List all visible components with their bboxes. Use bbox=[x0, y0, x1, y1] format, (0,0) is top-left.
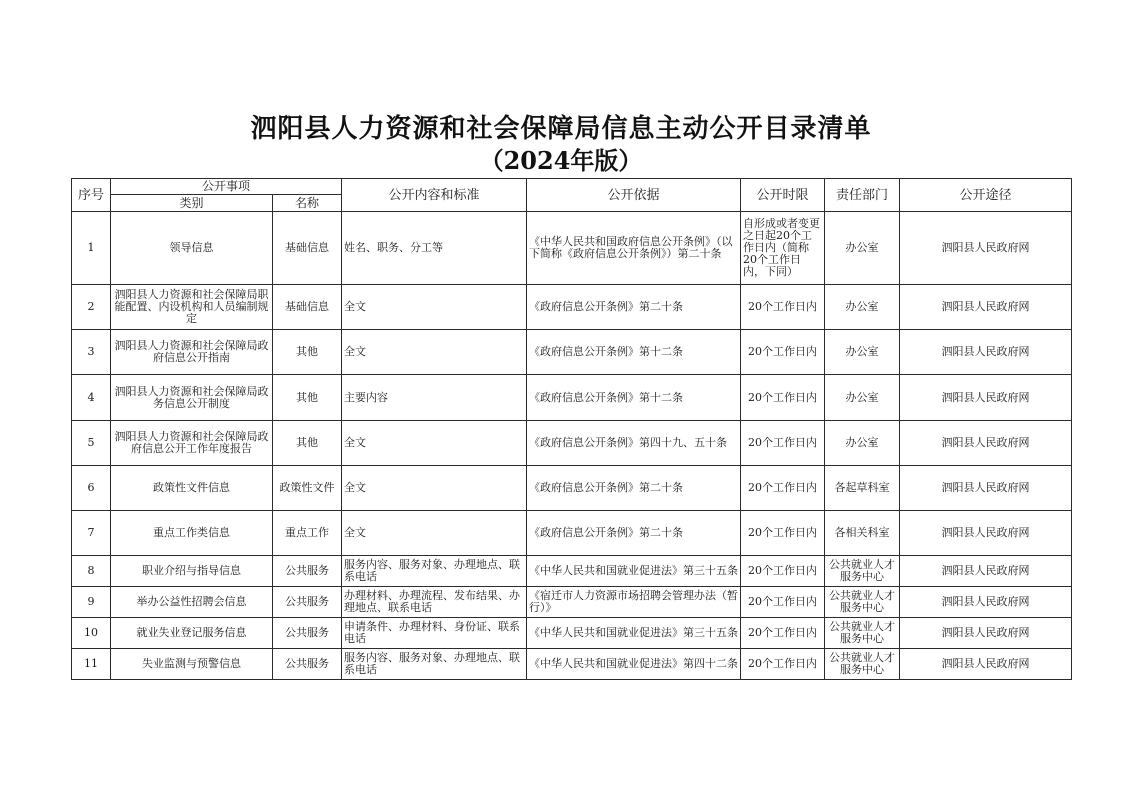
cell-name: 政策性文件 bbox=[273, 466, 342, 511]
header-department: 责任部门 bbox=[825, 179, 900, 212]
cell-basis: 《政府信息公开条例》第十二条 bbox=[527, 375, 741, 421]
cell-channel: 泗阳县人民政府网 bbox=[900, 618, 1072, 649]
cell-channel: 泗阳县人民政府网 bbox=[900, 421, 1072, 466]
cell-channel: 泗阳县人民政府网 bbox=[900, 375, 1072, 421]
cell-department: 各起草科室 bbox=[825, 466, 900, 511]
table-row bbox=[72, 556, 1072, 587]
cell-category: 职业介绍与指导信息 bbox=[111, 556, 273, 587]
cell-channel: 泗阳县人民政府网 bbox=[900, 285, 1072, 330]
table-row bbox=[72, 330, 1072, 375]
cell-channel: 泗阳县人民政府网 bbox=[900, 556, 1072, 587]
table-row bbox=[72, 212, 1072, 285]
table-row bbox=[72, 421, 1072, 466]
cell-time: 20个工作日内 bbox=[741, 466, 825, 511]
cell-category: 泗阳县人力资源和社会保障局政府信息公开指南 bbox=[111, 330, 273, 375]
cell-name: 其他 bbox=[273, 375, 342, 421]
cell-category: 重点工作类信息 bbox=[111, 511, 273, 556]
cell-channel: 泗阳县人民政府网 bbox=[900, 587, 1072, 618]
cell-basis: 《中华人民共和国就业促进法》第三十五条 bbox=[527, 618, 741, 649]
cell-content: 服务内容、服务对象、办理地点、联系电话 bbox=[342, 556, 527, 587]
cell-category: 泗阳县人力资源和社会保障局职能配置、内设机构和人员编制规定 bbox=[111, 285, 273, 330]
cell-basis: 《政府信息公开条例》第十二条 bbox=[527, 330, 741, 375]
header-item-group: 公开事项 bbox=[111, 179, 342, 195]
cell-index: 2 bbox=[72, 285, 111, 330]
header-category: 类别 bbox=[111, 195, 273, 212]
table-row bbox=[72, 587, 1072, 618]
cell-department: 公共就业人才服务中心 bbox=[825, 587, 900, 618]
cell-basis: 《中华人民共和国就业促进法》第三十五条 bbox=[527, 556, 741, 587]
table-row bbox=[72, 375, 1072, 421]
cell-index: 9 bbox=[72, 587, 111, 618]
cell-time: 20个工作日内 bbox=[741, 649, 825, 680]
header-time: 公开时限 bbox=[741, 179, 825, 212]
cell-basis: 《政府信息公开条例》第二十条 bbox=[527, 511, 741, 556]
header-content: 公开内容和标准 bbox=[342, 179, 527, 212]
cell-name: 重点工作 bbox=[273, 511, 342, 556]
header-channel: 公开途径 bbox=[900, 179, 1072, 212]
cell-category: 失业监测与预警信息 bbox=[111, 649, 273, 680]
header-index: 序号 bbox=[72, 179, 111, 212]
cell-time: 20个工作日内 bbox=[741, 330, 825, 375]
cell-department: 办公室 bbox=[825, 330, 900, 375]
cell-content: 全文 bbox=[342, 330, 527, 375]
cell-content: 主要内容 bbox=[342, 375, 527, 421]
table-row bbox=[72, 511, 1072, 556]
cell-name: 基础信息 bbox=[273, 285, 342, 330]
cell-content: 全文 bbox=[342, 511, 527, 556]
header-name: 名称 bbox=[273, 195, 342, 212]
cell-content: 全文 bbox=[342, 421, 527, 466]
cell-index: 4 bbox=[72, 375, 111, 421]
cell-index: 8 bbox=[72, 556, 111, 587]
table-row bbox=[72, 618, 1072, 649]
table-row bbox=[72, 649, 1072, 680]
cell-time: 20个工作日内 bbox=[741, 375, 825, 421]
cell-category: 泗阳县人力资源和社会保障局政务信息公开制度 bbox=[111, 375, 273, 421]
cell-department: 公共就业人才服务中心 bbox=[825, 556, 900, 587]
cell-department: 办公室 bbox=[825, 421, 900, 466]
cell-department: 办公室 bbox=[825, 285, 900, 330]
cell-department: 各相关科室 bbox=[825, 511, 900, 556]
cell-name: 公共服务 bbox=[273, 649, 342, 680]
cell-name: 其他 bbox=[273, 330, 342, 375]
cell-content: 全文 bbox=[342, 285, 527, 330]
header-basis: 公开依据 bbox=[527, 179, 741, 212]
cell-basis: 《政府信息公开条例》第二十条 bbox=[527, 285, 741, 330]
cell-name: 公共服务 bbox=[273, 587, 342, 618]
cell-index: 5 bbox=[72, 421, 111, 466]
cell-index: 11 bbox=[72, 649, 111, 680]
cell-name: 基础信息 bbox=[273, 212, 342, 285]
cell-content: 全文 bbox=[342, 466, 527, 511]
cell-time: 20个工作日内 bbox=[741, 421, 825, 466]
cell-time: 20个工作日内 bbox=[741, 285, 825, 330]
cell-channel: 泗阳县人民政府网 bbox=[900, 466, 1072, 511]
cell-category: 泗阳县人力资源和社会保障局政府信息公开工作年度报告 bbox=[111, 421, 273, 466]
cell-department: 公共就业人才服务中心 bbox=[825, 618, 900, 649]
cell-index: 6 bbox=[72, 466, 111, 511]
cell-time: 自形成或者变更之日起20个工作日内（简称20个工作日内，下同） bbox=[741, 212, 825, 285]
cell-time: 20个工作日内 bbox=[741, 618, 825, 649]
cell-category: 政策性文件信息 bbox=[111, 466, 273, 511]
cell-content: 服务内容、服务对象、办理地点、联系电话 bbox=[342, 649, 527, 680]
cell-name: 其他 bbox=[273, 421, 342, 466]
document-subtitle: （2024年版） bbox=[479, 146, 643, 175]
cell-department: 公共就业人才服务中心 bbox=[825, 649, 900, 680]
cell-channel: 泗阳县人民政府网 bbox=[900, 212, 1072, 285]
cell-name: 公共服务 bbox=[273, 556, 342, 587]
cell-basis: 《中华人民共和国就业促进法》第四十二条 bbox=[527, 649, 741, 680]
cell-basis: 《政府信息公开条例》第四十九、五十条 bbox=[527, 421, 741, 466]
cell-time: 20个工作日内 bbox=[741, 587, 825, 618]
cell-index: 3 bbox=[72, 330, 111, 375]
cell-index: 1 bbox=[72, 212, 111, 285]
cell-department: 办公室 bbox=[825, 212, 900, 285]
cell-name: 公共服务 bbox=[273, 618, 342, 649]
document-title: 泗阳县人力资源和社会保障局信息主动公开目录清单 bbox=[250, 114, 872, 144]
table-row bbox=[72, 285, 1072, 330]
cell-category: 领导信息 bbox=[111, 212, 273, 285]
cell-channel: 泗阳县人民政府网 bbox=[900, 330, 1072, 375]
cell-basis: 《中华人民共和国政府信息公开条例》（以下简称《政府信息公开条例》）第二十条 bbox=[527, 212, 741, 285]
cell-basis: 《政府信息公开条例》第二十条 bbox=[527, 466, 741, 511]
cell-category: 举办公益性招聘会信息 bbox=[111, 587, 273, 618]
table-row bbox=[72, 466, 1072, 511]
cell-time: 20个工作日内 bbox=[741, 511, 825, 556]
cell-category: 就业失业登记服务信息 bbox=[111, 618, 273, 649]
cell-channel: 泗阳县人民政府网 bbox=[900, 649, 1072, 680]
cell-time: 20个工作日内 bbox=[741, 556, 825, 587]
disclosure-catalog-table bbox=[71, 178, 1072, 680]
cell-department: 办公室 bbox=[825, 375, 900, 421]
cell-index: 10 bbox=[72, 618, 111, 649]
cell-basis: 《宿迁市人力资源市场招聘会管理办法（暂行）》 bbox=[527, 587, 741, 618]
cell-content: 姓名、职务、分工等 bbox=[342, 212, 527, 285]
cell-index: 7 bbox=[72, 511, 111, 556]
cell-content: 办理材料、办理流程、发布结果、办理地点、联系电话 bbox=[342, 587, 527, 618]
cell-channel: 泗阳县人民政府网 bbox=[900, 511, 1072, 556]
cell-content: 申请条件、办理材料、身份证、联系电话 bbox=[342, 618, 527, 649]
